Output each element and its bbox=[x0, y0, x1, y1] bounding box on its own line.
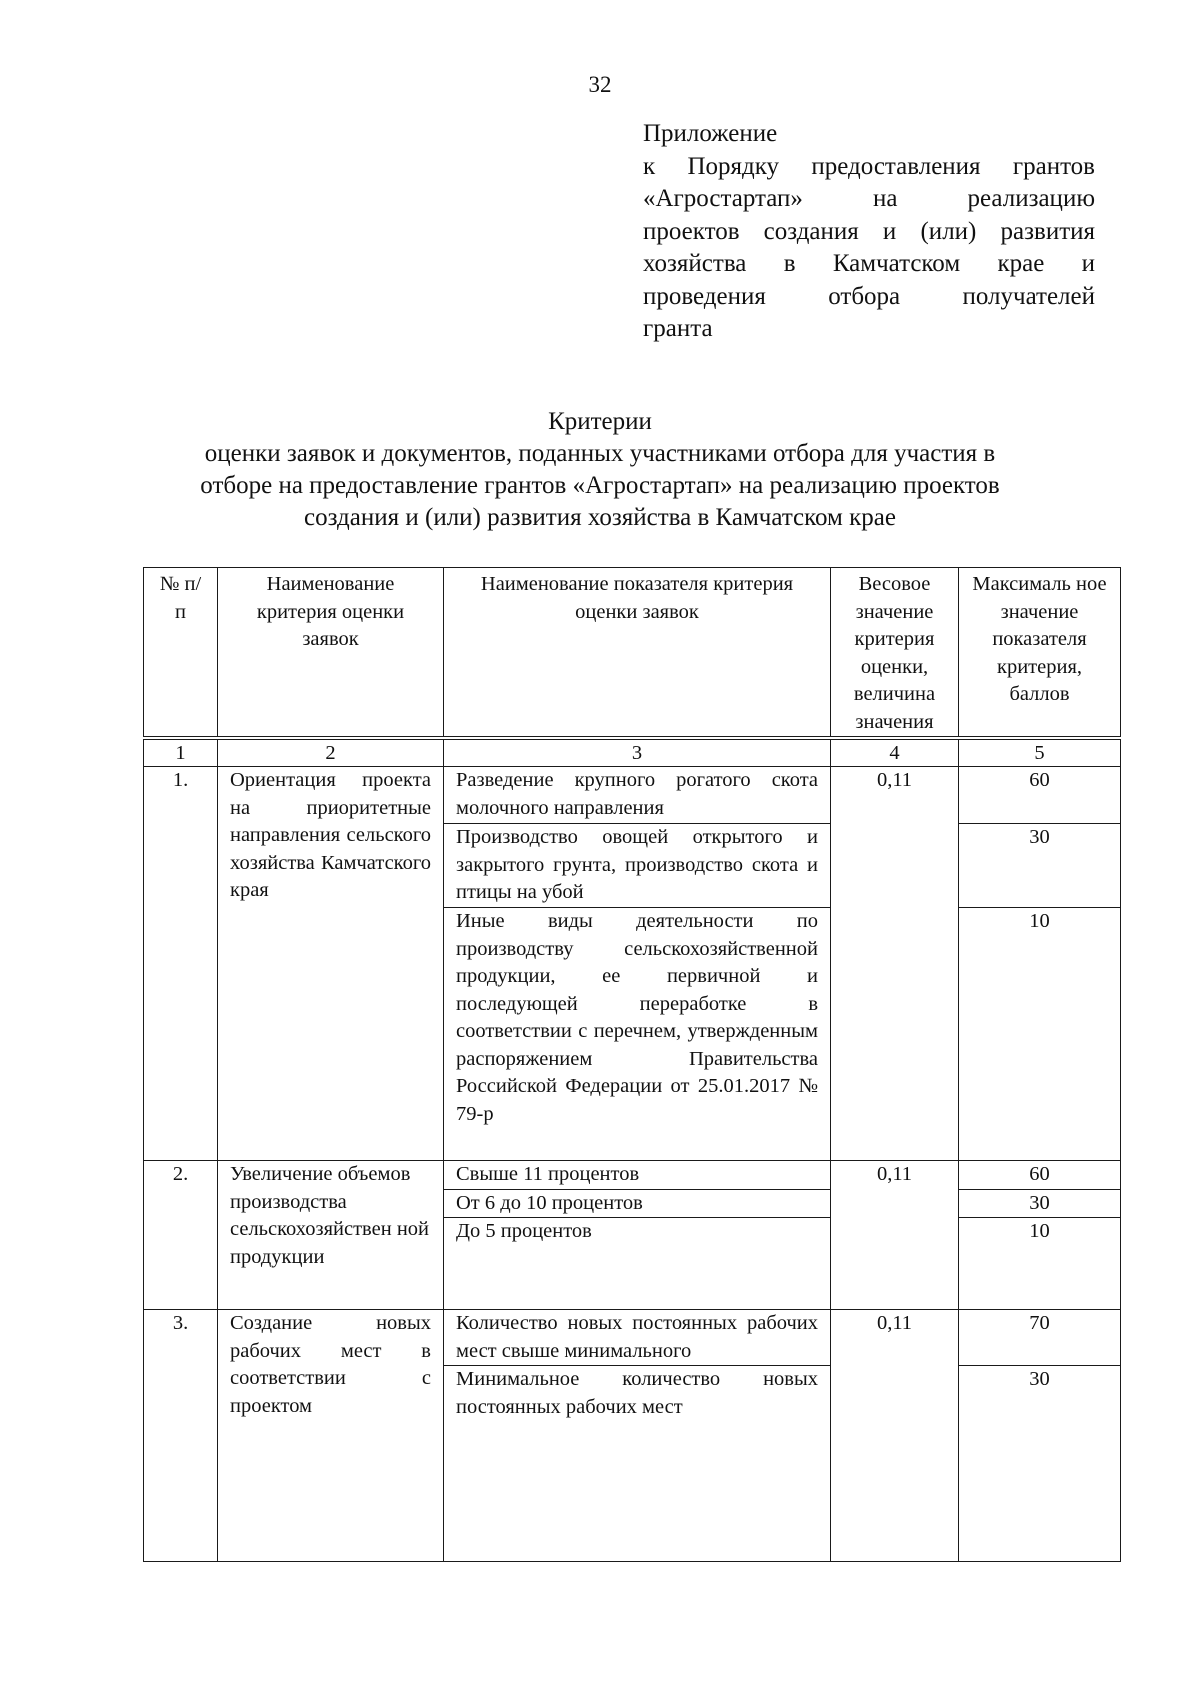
points-value: 70 bbox=[959, 1310, 1121, 1366]
row-number: 3. bbox=[144, 1310, 218, 1562]
criteria-table bbox=[143, 567, 1121, 1562]
criterion-name: Создание новых рабочих мест в соответствии с проектом bbox=[218, 1310, 444, 1562]
column-number-row bbox=[144, 738, 1121, 767]
indicator-text: Разведение крупного рогатого скота молочного направления bbox=[444, 767, 831, 824]
weight-value: 0,11 bbox=[831, 1310, 959, 1562]
header-max: Максималь ное значение показателя критерия, баллов bbox=[959, 568, 1121, 739]
title-subtitle-line: оценки заявок и документов, поданных участниками отбора для участия в bbox=[204, 440, 996, 467]
header-weight: Весовое значение критерия оценки, величина значения bbox=[831, 568, 959, 739]
table-header-row bbox=[144, 568, 1121, 739]
indicator-text: Производство овощей открытого и закрытого грунта, производство скота и птицы на убой bbox=[444, 824, 831, 908]
weight-value: 0,11 bbox=[831, 767, 959, 1161]
appendix-line: «Агростартап» на реализацию bbox=[643, 185, 1095, 212]
table-row bbox=[144, 1310, 1121, 1366]
appendix-line: гранта bbox=[643, 315, 713, 342]
points-value: 10 bbox=[959, 908, 1121, 1161]
row-number: 2. bbox=[144, 1161, 218, 1310]
title-subtitle-line: отборе на предоставление грантов «Агростартап» на реализацию проектов bbox=[200, 472, 1000, 499]
indicator-text: Свыше 11 процентов bbox=[444, 1161, 831, 1190]
table-row bbox=[144, 767, 1121, 824]
column-number: 2 bbox=[218, 738, 444, 767]
header-num: № п/п bbox=[144, 568, 218, 739]
indicator-text: Количество новых постоянных рабочих мест свыше минимального bbox=[444, 1310, 831, 1366]
criterion-name: Увеличение объемов производства сельскохозяйствен ной продукции bbox=[218, 1161, 444, 1310]
appendix-line: Приложение bbox=[643, 120, 778, 147]
appendix-line: проектов создания и (или) развития bbox=[643, 217, 1095, 245]
points-value: 30 bbox=[959, 1189, 1121, 1218]
appendix-line: проведения отбора получателей bbox=[643, 282, 1095, 310]
appendix-line: к Порядку предоставления грантов bbox=[643, 152, 1095, 180]
weight-value: 0,11 bbox=[831, 1161, 959, 1310]
document-title bbox=[0, 406, 1200, 534]
points-value: 60 bbox=[959, 767, 1121, 824]
points-value: 30 bbox=[959, 824, 1121, 908]
header-criterion: Наименование критерия оценки заявок bbox=[218, 568, 444, 739]
indicator-text: Минимальное количество новых постоянных рабочих мест bbox=[444, 1366, 831, 1562]
title-heading: Критерии bbox=[548, 408, 652, 435]
title-subtitle-line: создания и (или) развития хозяйства в Камчатском крае bbox=[304, 504, 896, 531]
column-number: 4 bbox=[831, 738, 959, 767]
page-number: 32 bbox=[588, 72, 612, 97]
column-number: 1 bbox=[144, 738, 218, 767]
appendix-line: хозяйства в Камчатском крае и bbox=[643, 250, 1095, 277]
column-number: 5 bbox=[959, 738, 1121, 767]
appendix-block bbox=[643, 118, 1095, 346]
criterion-name: Ориентация проекта на приоритетные направления сельского хозяйства Камчатского края bbox=[218, 767, 444, 1161]
points-value: 10 bbox=[959, 1218, 1121, 1310]
column-number: 3 bbox=[444, 738, 831, 767]
points-value: 60 bbox=[959, 1161, 1121, 1190]
row-number: 1. bbox=[144, 767, 218, 1161]
indicator-text: От 6 до 10 процентов bbox=[444, 1189, 831, 1218]
points-value: 30 bbox=[959, 1366, 1121, 1562]
indicator-text: Иные виды деятельности по производству сельскохозяйственной продукции, ее первичной и последующей переработке в соответствии с перечнем, утвержденным распоряжением Правительства Российской Федерации от 25.01.2017 № 79-р bbox=[444, 908, 831, 1161]
table-row bbox=[144, 1161, 1121, 1190]
indicator-text: До 5 процентов bbox=[444, 1218, 831, 1310]
header-indicator: Наименование показателя критерия оценки заявок bbox=[444, 568, 831, 739]
